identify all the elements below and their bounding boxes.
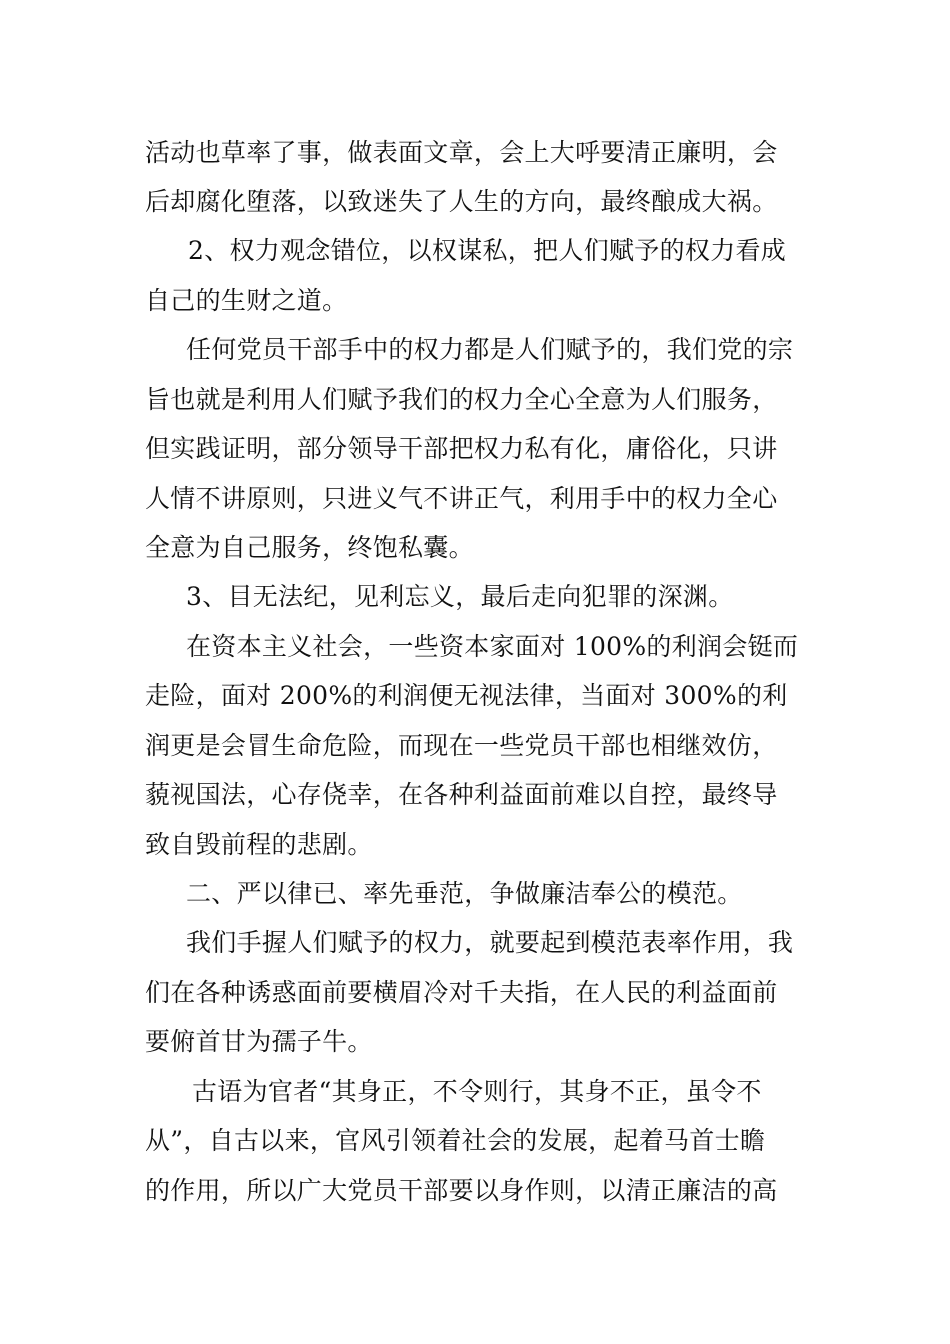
text-line: 致自毁前程的悲剧。 (145, 830, 373, 859)
text-line: 但实践证明，部分领导干部把权力私有化，庸俗化，只讲 (145, 434, 778, 463)
text-line: 润更是会冒生命危险，而现在一些党员干部也相继效仿， (145, 731, 778, 760)
text-line: 的作用，所以广大党员干部要以身作则，以清正廉洁的高 (145, 1176, 778, 1205)
text-line: 3、目无法纪，见利忘义，最后走向犯罪的深渊。 (186, 582, 734, 611)
section-heading: 二、严以律已、率先垂范，争做廉洁奉公的模范。 (186, 879, 743, 908)
text-line: 们在各种诱惑面前要横眉冷对千夫指，在人民的利益面前 (145, 978, 778, 1007)
text-line: 藐视国法，心存侥幸，在各种利益面前难以自控，最终导 (145, 780, 778, 809)
text-line: 人情不讲原则，只进义气不讲正气，利用手中的权力全心 (145, 484, 778, 513)
text-line: 任何党员干部手中的权力都是人们赋予的，我们党的宗 (186, 335, 794, 364)
text-line: 全意为自己服务，终饱私囊。 (145, 533, 474, 562)
text-line: 古语为官者“其身正，不令则行，其身不正，虽令不 (192, 1077, 762, 1106)
text-line: 走险，面对 200%的利润便无视法律，当面对 300%的利 (145, 681, 788, 710)
text-line: 在资本主义社会，一些资本家面对 100%的利润会铤而 (186, 632, 799, 661)
text-line: 要俯首甘为孺子牛。 (145, 1027, 373, 1056)
text-line: 旨也就是利用人们赋予我们的权力全心全意为人们服务， (145, 385, 778, 414)
text-line: 活动也草率了事，做表面文章，会上大呼要清正廉明，会 (145, 138, 778, 167)
text-line: 从”，自古以来，官风引领着社会的发展，起着马首士瞻 (145, 1126, 766, 1155)
text-line: 我们手握人们赋予的权力，就要起到模范表率作用，我 (186, 928, 794, 957)
text-line: 2、权力观念错位，以权谋私，把人们赋予的权力看成 (188, 236, 787, 265)
text-line: 后却腐化堕落，以致迷失了人生的方向，最终酿成大祸。 (145, 187, 778, 216)
text-line: 自己的生财之道。 (145, 286, 348, 315)
